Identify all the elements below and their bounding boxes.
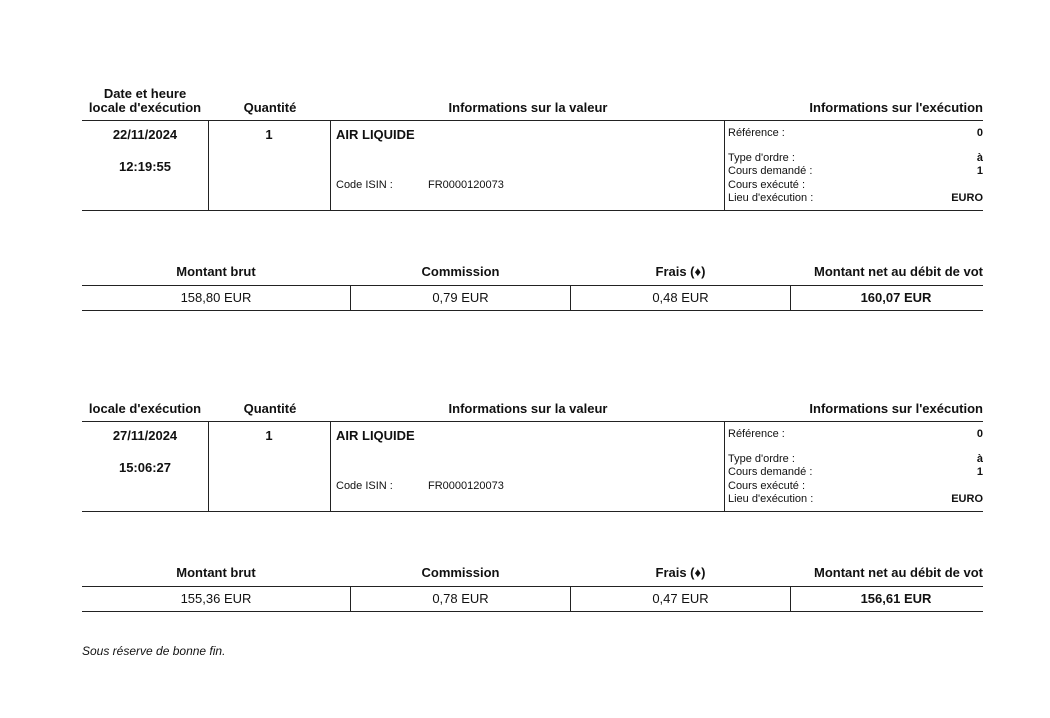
commission-header: Commission — [421, 264, 500, 279]
gross-amount: 155,36 EUR — [180, 591, 252, 606]
table-top-rule — [82, 120, 983, 121]
execution-time: 12:19:55 — [118, 159, 172, 174]
execution-info-header: Informations sur l'exécution — [809, 401, 983, 416]
col-divider — [724, 121, 725, 210]
order-type-value: à — [976, 453, 983, 465]
isin-value: FR0000120073 — [428, 480, 504, 492]
quantity-header: Quantité — [243, 100, 297, 115]
col-divider — [724, 422, 725, 511]
fees-amount: 0,47 EUR — [652, 591, 709, 606]
table-top-rule — [82, 421, 983, 422]
venue-label: Lieu d'exécution : — [728, 493, 814, 505]
isin-value: FR0000120073 — [428, 179, 504, 191]
table-bottom-rule — [82, 210, 983, 211]
col-divider — [330, 422, 331, 511]
amounts-top-rule — [82, 285, 983, 286]
col-divider — [208, 422, 209, 511]
price-requested-label: Cours demandé : — [728, 165, 813, 177]
isin-label: Code ISIN : — [336, 480, 393, 492]
net-amount: 160,07 EUR — [860, 290, 932, 305]
fees-header: Frais (♦) — [655, 565, 706, 580]
order-type-value: à — [976, 152, 983, 164]
reference-value: 0 — [976, 428, 983, 440]
quantity-value: 1 — [265, 428, 273, 443]
net-amount-header: Montant net au débit de vot — [814, 264, 983, 279]
quantity-header: Quantité — [243, 401, 297, 416]
security-info-header: Informations sur la valeur — [448, 100, 608, 115]
execution-date: 27/11/2024 — [112, 428, 178, 443]
net-amount-header: Montant net au débit de vot — [814, 565, 983, 580]
security-name: AIR LIQUIDE — [336, 127, 415, 142]
table-bottom-rule — [82, 511, 983, 512]
amounts-top-rule — [82, 586, 983, 587]
col-divider — [330, 121, 331, 210]
date-header-line2: locale d'exécution — [88, 100, 202, 115]
reference-value: 0 — [976, 127, 983, 139]
order-type-label: Type d'ordre : — [728, 152, 795, 164]
security-info-header: Informations sur la valeur — [448, 401, 608, 416]
venue-label: Lieu d'exécution : — [728, 192, 814, 204]
reference-label: Référence : — [728, 127, 785, 139]
date-header: locale d'exécution — [88, 401, 202, 416]
gross-amount-header: Montant brut — [176, 264, 256, 279]
price-executed-label: Cours exécuté : — [728, 480, 806, 492]
quantity-value: 1 — [265, 127, 273, 142]
execution-time: 15:06:27 — [118, 460, 172, 475]
price-requested-label: Cours demandé : — [728, 466, 813, 478]
gross-amount-header: Montant brut — [176, 565, 256, 580]
isin-label: Code ISIN : — [336, 179, 393, 191]
price-requested-value: 1 — [976, 165, 983, 177]
footer-note: Sous réserve de bonne fin. — [82, 644, 226, 658]
date-header-line1: Date et heure — [103, 86, 187, 101]
security-name: AIR LIQUIDE — [336, 428, 415, 443]
fees-header: Frais (♦) — [655, 264, 706, 279]
price-requested-value: 1 — [976, 466, 983, 478]
reference-label: Référence : — [728, 428, 785, 440]
venue-value: EURO — [951, 192, 983, 204]
commission-amount: 0,79 EUR — [432, 290, 489, 305]
date-header — [82, 87, 208, 115]
amounts-bottom-rule — [82, 611, 983, 612]
price-executed-label: Cours exécuté : — [728, 179, 806, 191]
commission-header: Commission — [421, 565, 500, 580]
net-amount: 156,61 EUR — [860, 591, 932, 606]
commission-amount: 0,78 EUR — [432, 591, 489, 606]
fees-amount: 0,48 EUR — [652, 290, 709, 305]
execution-info-header: Informations sur l'exécution — [809, 100, 983, 115]
gross-amount: 158,80 EUR — [180, 290, 252, 305]
col-divider — [208, 121, 209, 210]
execution-date: 22/11/2024 — [112, 127, 178, 142]
venue-value: EURO — [951, 493, 983, 505]
amounts-bottom-rule — [82, 310, 983, 311]
order-type-label: Type d'ordre : — [728, 453, 795, 465]
